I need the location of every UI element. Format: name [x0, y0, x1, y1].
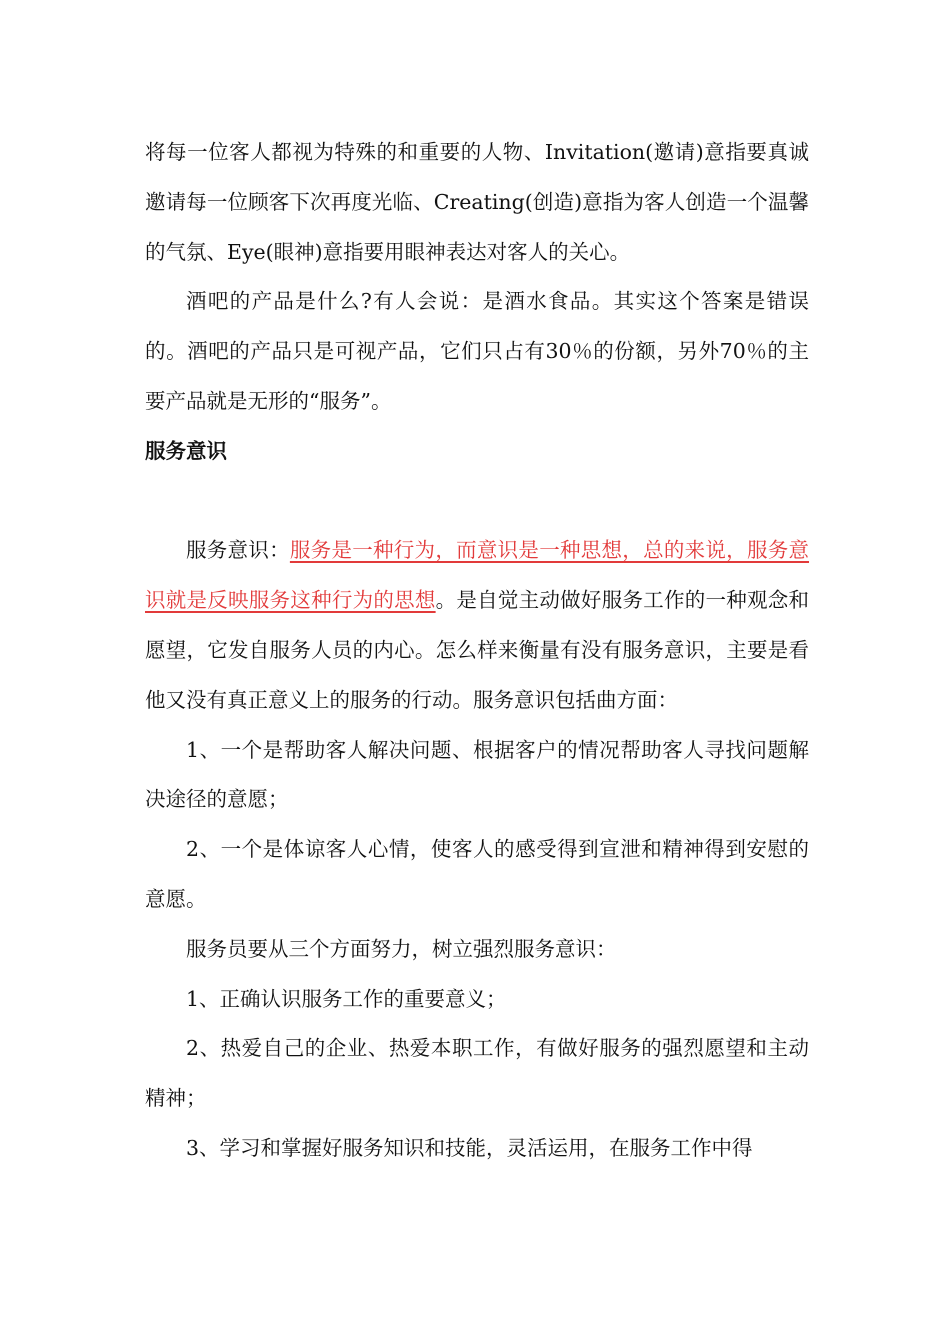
definition-lead: 服务意识： [186, 538, 290, 563]
effort-item-3: 3、学习和掌握好服务知识和技能，灵活运用，在服务工作中得 [186, 1135, 753, 1160]
document-body [145, 128, 809, 1174]
aspect-item-1: 1、一个是帮助客人解决问题、根据客户的情况帮助客人寻找问题解决途径的意愿； [145, 737, 809, 812]
aspect-item-2: 2、一个是体谅客人心情，使客人的感受得到宣泄和精神得到安慰的意愿。 [145, 837, 809, 911]
paragraph-definition [145, 526, 809, 725]
paragraph-continuation: 将每一位客人都视为特殊的和重要的人物、Invitation(邀请)意指要真诚邀请每一位顾客下次再度光临、Creating(创造)意指为客人创造一个温馨的气氛、Eye(眼神)意指要用眼神表达对客人的关心。 [145, 140, 809, 264]
paragraph-product: 酒吧的产品是什么?有人会说：是酒水食品。其实这个答案是错误的。酒吧的产品只是可视产品，它们只占有30％的份额，另外70％的主要产品就是无形的“服务”。 [145, 289, 809, 413]
effort-item-2: 2、热爱自己的企业、热爱本职工作，有做好服务的强烈愿望和主动精神； [145, 1036, 809, 1111]
section-heading: 服务意识 [145, 438, 227, 463]
definition-rest: 。是自觉主动做好服务工作的一种观念和愿望，它发自服务人员的内心。怎么样来衡量有没有服务意识，主要是看他又没有真正意义上的服务的行动。服务意识包括曲方面： [145, 588, 810, 712]
paragraph-efforts-intro: 服务员要从三个方面努力，树立强烈服务意识： [186, 936, 617, 961]
effort-item-1: 1、正确认识服务工作的重要意义； [186, 986, 507, 1011]
definition-highlight: 服务是一种行为，而意识是一种思想，总的来说，服务意识就是反映服务这种行为的思想 [145, 538, 810, 613]
